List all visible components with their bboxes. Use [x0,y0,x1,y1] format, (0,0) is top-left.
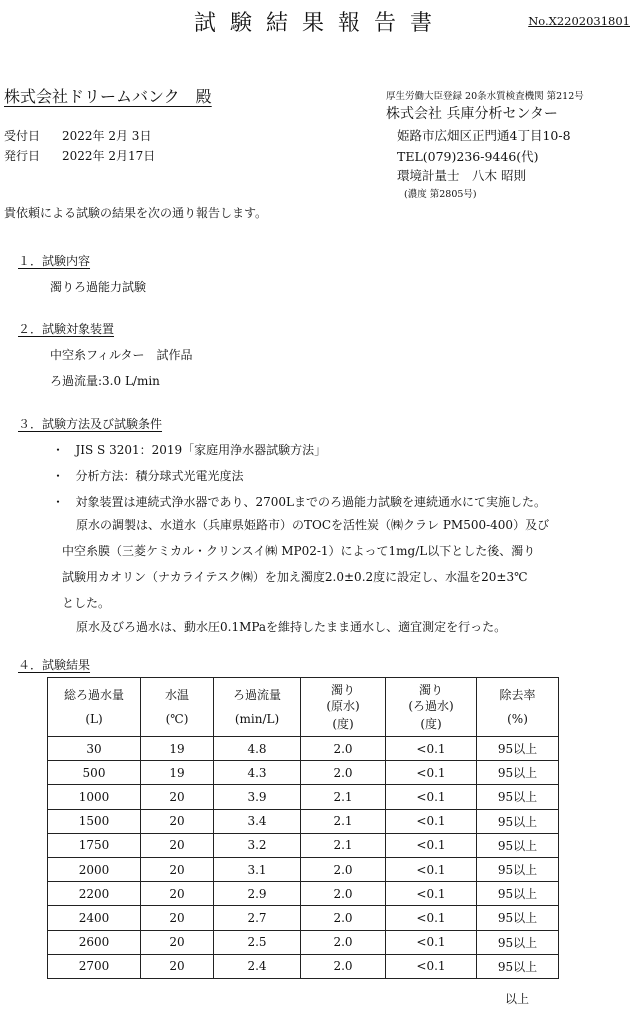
table-row [48,857,559,881]
table-cell: 19 [141,761,214,785]
table-cell: <0.1 [386,833,477,857]
table-row [48,809,559,833]
table-cell: 95以上 [477,954,559,978]
table-row [48,785,559,809]
table-row [48,930,559,954]
table-cell: 1750 [48,833,141,857]
section-1-body: 濁りろ過能力試験 [50,280,147,294]
section-2-device: 中空糸フィルター 試作品 [50,348,193,362]
table-cell: 2.1 [301,809,386,833]
table-cell: 4.8 [214,737,301,761]
table-cell: 4.3 [214,761,301,785]
document-number: No.X2202031801 [528,14,630,28]
table-cell: 2700 [48,954,141,978]
table-cell: 2.5 [214,930,301,954]
table-cell: 95以上 [477,761,559,785]
table-cell: 95以上 [477,833,559,857]
table-cell: <0.1 [386,882,477,906]
table-cell: <0.1 [386,737,477,761]
table-cell: <0.1 [386,906,477,930]
table-cell: 20 [141,785,214,809]
table-cell: 2.0 [301,930,386,954]
intro-text: 貴依頼による試験の結果を次の通り報告します。 [4,206,268,220]
table-row [48,954,559,978]
table-cell: 30 [48,737,141,761]
table-cell: <0.1 [386,857,477,881]
table-cell: 3.2 [214,833,301,857]
issuer-registration: 厚生労働大臣登録 20条水質検査機関 第212号 [386,91,584,102]
table-cell: 20 [141,857,214,881]
issued-date: 2022年 2月17日 [62,149,156,163]
table-cell: 2.4 [214,954,301,978]
table-row [48,833,559,857]
table-cell: 3.1 [214,857,301,881]
table-cell: 95以上 [477,930,559,954]
closing-mark: 以上 [505,992,530,1006]
table-cell: 1000 [48,785,141,809]
issuer-tel: TEL(079)236-9446(代) [397,149,539,164]
results-table [47,677,559,979]
method-paragraph-line-3: 試験用カオリン（ナカライテスク㈱）を加え濁度2.0±0.2度に設定し、水温を20±3℃ [62,570,528,584]
table-cell: 95以上 [477,737,559,761]
table-cell: <0.1 [386,930,477,954]
table-cell: <0.1 [386,785,477,809]
method-paragraph-line-1: 原水の調製は、水道水（兵庫県姫路市）のTOCを活性炭（㈱クラレ PM500-400）及び [76,518,550,532]
table-cell: 2.0 [301,857,386,881]
table-cell: 2.0 [301,761,386,785]
table-row [48,761,559,785]
header-total-volume: 総ろ過水量 (L) [48,678,141,737]
issuer-measurer: 環境計量士 八木 昭則 [397,168,526,183]
bullet-3-text: 対象装置は連続式浄水器であり、2700Lまでのろ過能力試験を連続通水にて実施した。 [75,495,546,509]
table-cell: 2.9 [214,882,301,906]
table-cell: <0.1 [386,809,477,833]
table-cell: 2200 [48,882,141,906]
table-cell: 20 [141,809,214,833]
table-cell: 2000 [48,857,141,881]
table-cell: 20 [141,954,214,978]
table-cell: 20 [141,906,214,930]
table-cell: 20 [141,882,214,906]
issuer-company: 株式会社 兵庫分析センター [386,106,558,122]
table-cell: 2.0 [301,954,386,978]
method-paragraph-line-4: とした。 [62,596,111,610]
bullet-2-text: 分析方法：積分球式光電光度法 [75,469,244,483]
table-cell: 2.1 [301,785,386,809]
header-flow-rate: ろ過流量 (min/L) [214,678,301,737]
table-row [48,906,559,930]
method-paragraph-line-2: 中空糸膜（三菱ケミカル・クリンスイ㈱ MP02-1）によって1mg/L以下とした後、濁り [62,544,536,558]
method-paragraph-2: 原水及びろ過水は、動水圧0.1MPaを維持したまま通水し、適宜測定を行った。 [76,620,507,634]
table-header-row [48,678,559,737]
section-1-heading: １．試験内容 [18,254,91,268]
bullet-1: ・ JIS S 3201：2019「家庭用浄水器試験方法」 [52,443,327,457]
table-cell: 3.4 [214,809,301,833]
table-cell: 2600 [48,930,141,954]
table-cell: 2.0 [301,737,386,761]
table-cell: 2400 [48,906,141,930]
table-cell: <0.1 [386,761,477,785]
section-2-flow-rate: ろ過流量:3.0 L/min [50,374,160,388]
table-cell: <0.1 [386,954,477,978]
table-cell: 20 [141,833,214,857]
table-cell: 95以上 [477,906,559,930]
issuer-address: 姫路市広畑区正門通4丁目10-8 [397,128,571,143]
table-cell: 2.0 [301,882,386,906]
header-water-temp: 水温 (℃) [141,678,214,737]
header-turbidity-raw: 濁り (原水) (度) [301,678,386,737]
table-cell: 19 [141,737,214,761]
received-date: 2022年 2月 3日 [62,129,152,143]
section-4-heading: ４．試験結果 [18,658,91,672]
table-cell: 1500 [48,809,141,833]
table-cell: 2.1 [301,833,386,857]
client-name: 株式会社ドリームバンク 殿 [4,87,212,106]
issuer-measurer-number: (濃度 第2805号) [404,189,477,200]
table-cell: 500 [48,761,141,785]
header-turbidity-filtered: 濁り (ろ過水) (度) [386,678,477,737]
table-cell: 95以上 [477,785,559,809]
table-cell: 3.9 [214,785,301,809]
table-row [48,737,559,761]
section-2-heading: ２．試験対象装置 [18,322,115,336]
issued-label: 発行日 [4,149,41,163]
table-cell: 2.0 [301,906,386,930]
bullet-3: ・ 対象装置は連続式浄水器であり、2700Lまでのろ過能力試験を連続通水にて実施した。 [52,495,546,509]
table-cell: 20 [141,930,214,954]
table-cell: 95以上 [477,882,559,906]
section-3-heading: ３．試験方法及び試験条件 [18,417,163,431]
report-title: 試験結果報告書 [193,11,446,36]
table-cell: 2.7 [214,906,301,930]
bullet-1-text: JIS S 3201：2019「家庭用浄水器試験方法」 [75,443,327,457]
bullet-2: ・ 分析方法：積分球式光電光度法 [52,469,244,483]
header-removal-rate: 除去率 (%) [477,678,559,737]
table-row [48,882,559,906]
received-label: 受付日 [4,129,41,143]
table-cell: 95以上 [477,809,559,833]
table-cell: 95以上 [477,857,559,881]
